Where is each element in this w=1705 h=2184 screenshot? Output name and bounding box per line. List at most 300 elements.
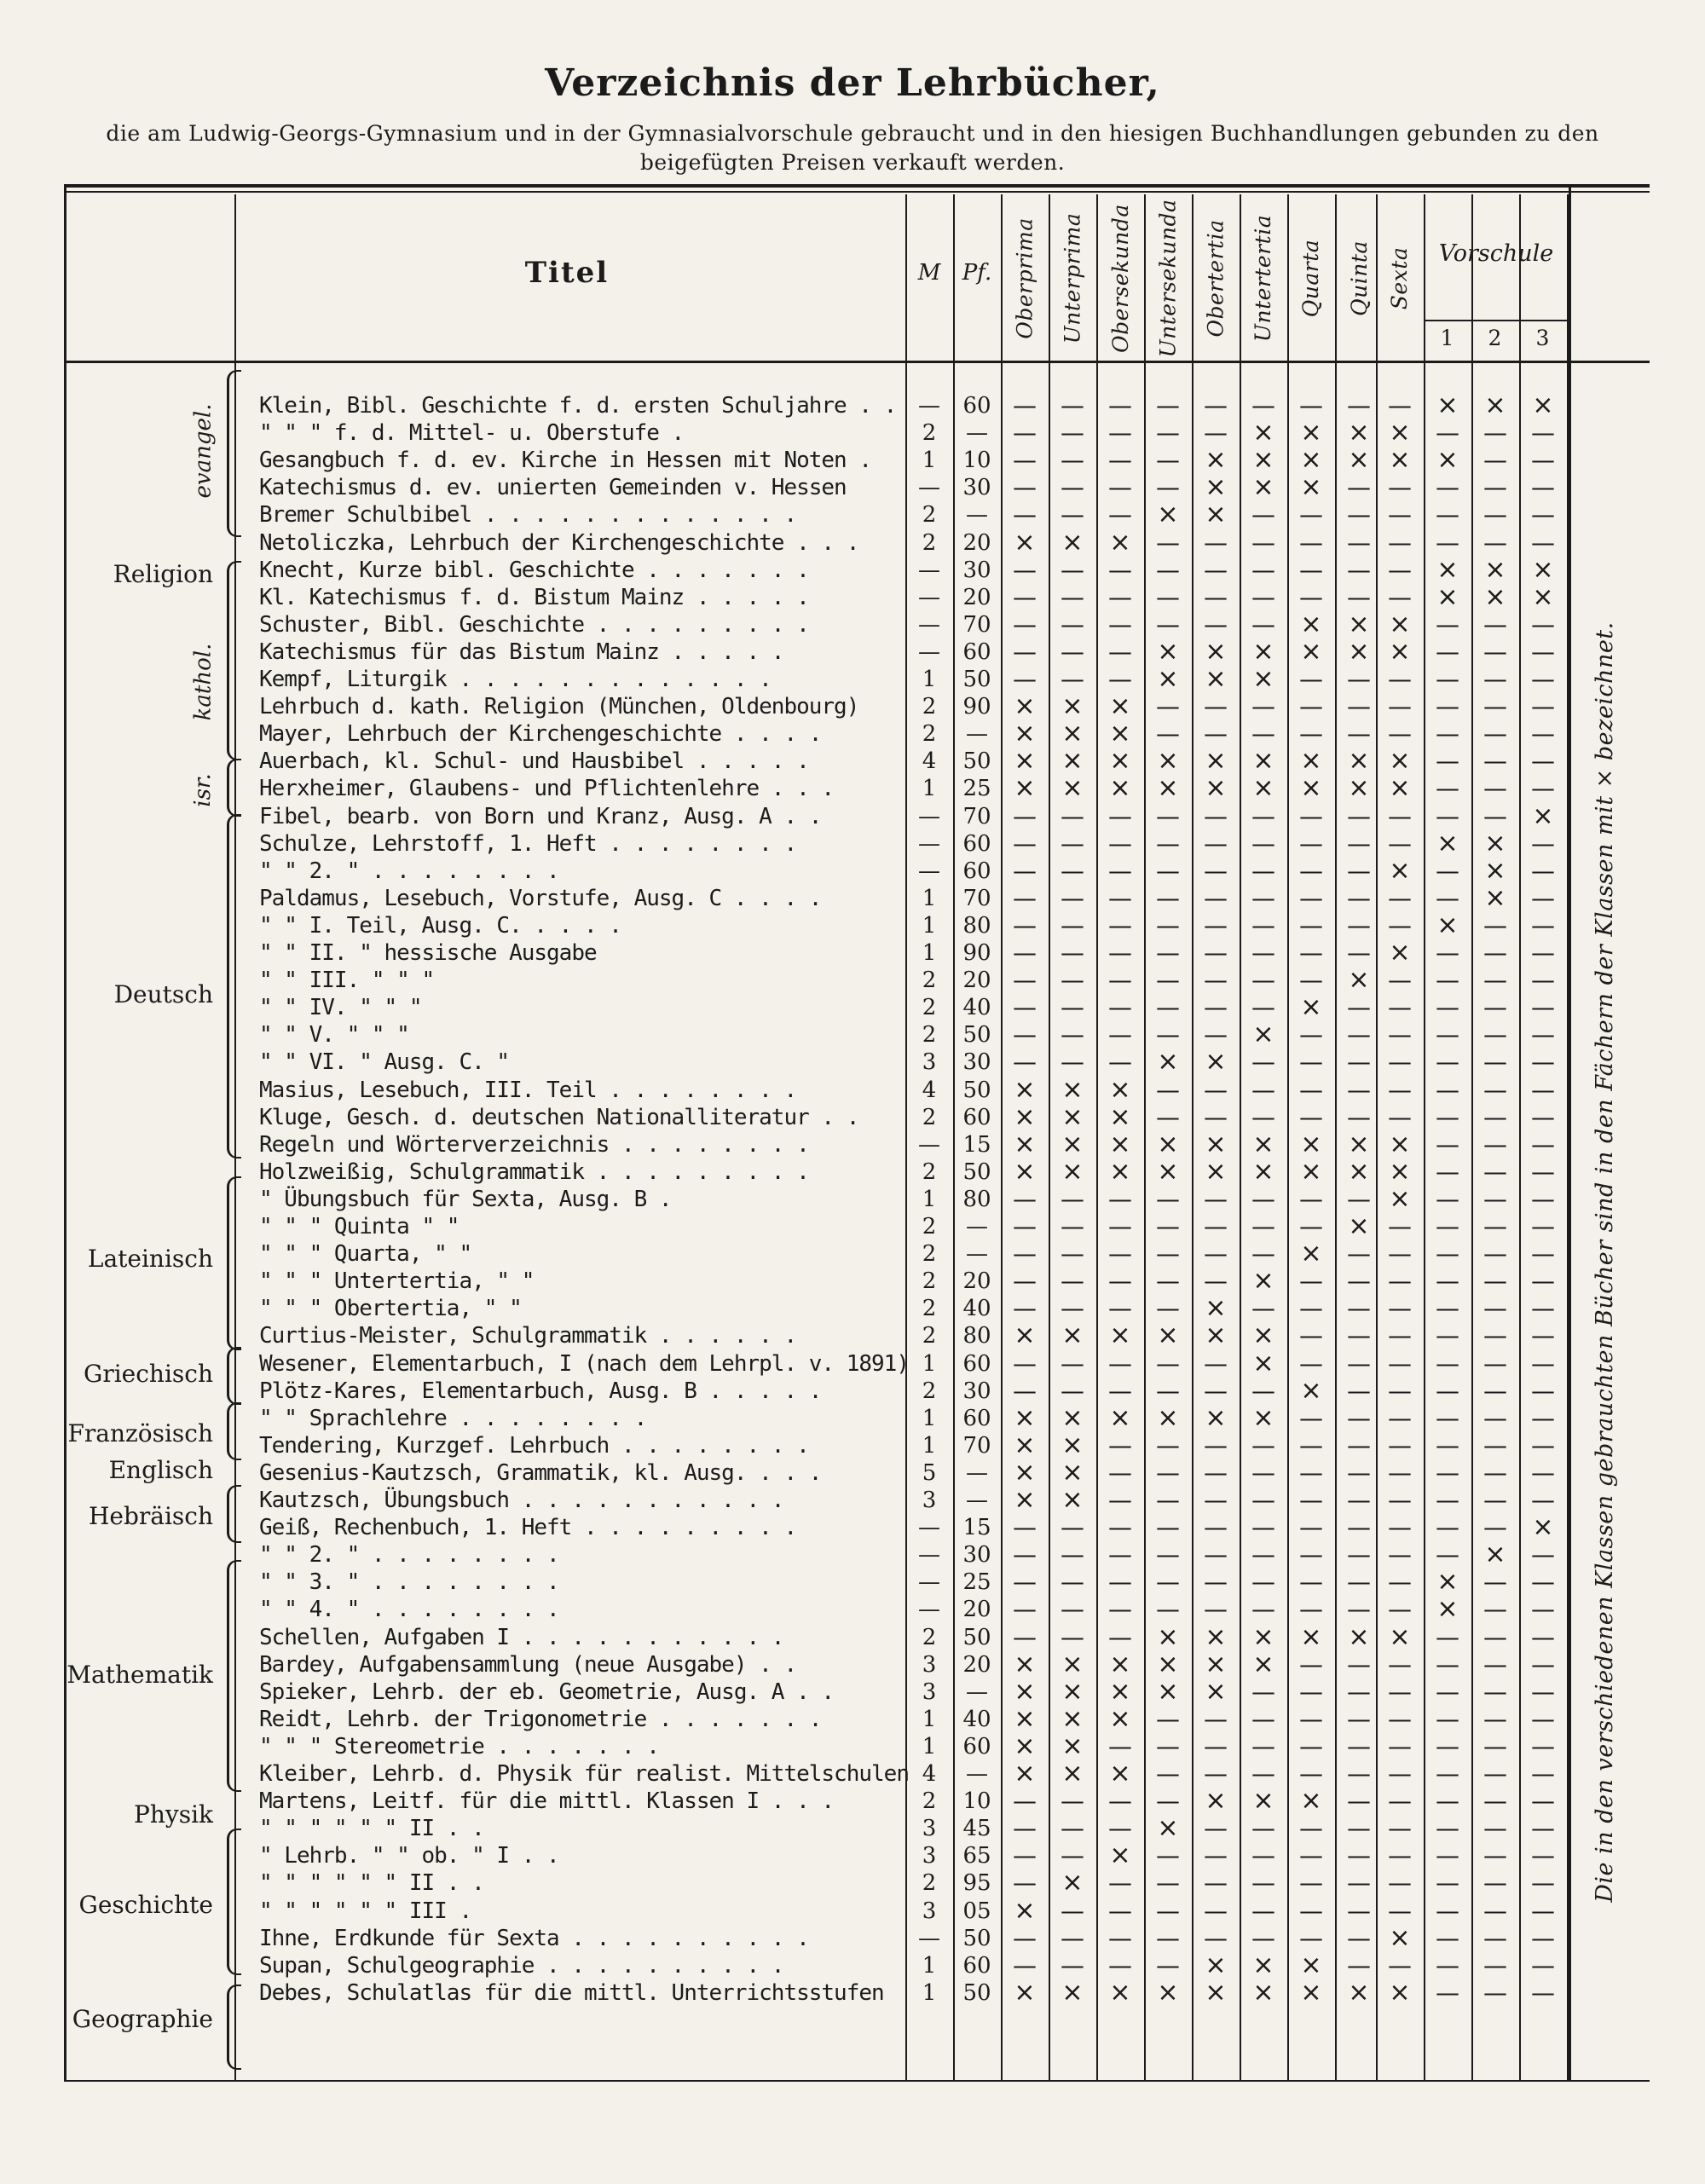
usage-mark-dash: — <box>1531 1458 1555 1487</box>
usage-mark-dash: — <box>1531 939 1555 967</box>
table-row <box>0 1375 1705 1406</box>
usage-mark-dash: — <box>1204 1814 1228 1843</box>
usage-mark-cross: × <box>1061 1703 1084 1734</box>
price-pfennig: 65 <box>962 1843 991 1869</box>
usage-mark-dash: — <box>1483 446 1507 475</box>
usage-mark-dash: — <box>1436 1950 1459 1979</box>
usage-mark-dash: — <box>1204 1102 1228 1131</box>
book-title: Plötz-Kares, Elementarbuch, Ausg. B . . . . . <box>259 1378 822 1404</box>
usage-mark-dash: — <box>1347 1267 1371 1296</box>
price-mark: 2 <box>922 1158 937 1185</box>
usage-mark-dash: — <box>1436 1923 1459 1952</box>
usage-mark-dash: — <box>1347 1896 1371 1925</box>
usage-mark-dash: — <box>1061 1814 1084 1843</box>
usage-mark-dash: — <box>1299 665 1323 693</box>
usage-mark-dash: — <box>1436 473 1459 502</box>
price-pfennig: 15 <box>962 1515 991 1541</box>
usage-mark-dash: — <box>1251 1376 1275 1405</box>
price-mark: — <box>918 803 940 829</box>
page-subtitle: die am Ludwig-Georgs-Gymnasium und in der Gymnasialvorschule gebraucht und in den hiesigen Buchhandlungen gebunden zu den beigefügten Preisen verkauft werden. <box>106 121 1599 175</box>
usage-mark-dash: — <box>1299 1048 1323 1077</box>
usage-mark-dash: — <box>1531 856 1555 885</box>
table-row <box>0 967 1705 994</box>
usage-mark-dash: — <box>1436 1430 1459 1459</box>
price-mark: 2 <box>922 1378 937 1404</box>
usage-mark-dash: — <box>1299 1321 1323 1350</box>
usage-mark-cross: × <box>1109 1156 1131 1187</box>
price-mark: 1 <box>922 776 937 802</box>
usage-mark-dash: — <box>1061 1896 1084 1925</box>
usage-mark-dash: — <box>1251 1677 1275 1706</box>
usage-mark-cross: × <box>1061 1868 1084 1898</box>
table-row <box>0 748 1705 775</box>
usage-mark-cross: × <box>1348 1621 1370 1652</box>
usage-mark-dash: — <box>1483 419 1507 448</box>
usage-mark-cross: × <box>1109 1101 1131 1132</box>
price-mark: 1 <box>922 885 937 911</box>
usage-mark-dash: — <box>1108 883 1132 912</box>
usage-mark-dash: — <box>1108 500 1132 529</box>
book-title: Kluge, Gesch. d. deutschen Nationalliteratur . . <box>259 1104 859 1130</box>
usage-mark-dash: — <box>1531 1869 1555 1898</box>
usage-mark-dash: — <box>1204 1430 1228 1459</box>
price-mark: 3 <box>922 1898 937 1924</box>
usage-mark-dash: — <box>1436 801 1459 830</box>
usage-mark-dash: — <box>1061 1184 1084 1213</box>
table-row <box>0 666 1705 693</box>
usage-mark-dash: — <box>1299 1595 1323 1624</box>
price-pfennig: 25 <box>962 1569 991 1596</box>
usage-mark-dash: — <box>1347 1376 1371 1405</box>
usage-mark-dash: — <box>1347 1102 1371 1131</box>
usage-mark-dash: — <box>1483 1896 1507 1925</box>
usage-mark-dash: — <box>1108 829 1132 858</box>
usage-mark-dash: — <box>1436 774 1459 803</box>
usage-mark-dash: — <box>1388 1403 1412 1432</box>
usage-mark-dash: — <box>1531 419 1555 448</box>
usage-mark-dash: — <box>1108 966 1132 995</box>
vorschule-divider <box>1424 320 1569 321</box>
usage-mark-cross: × <box>1061 1759 1084 1788</box>
usage-mark-dash: — <box>1299 1184 1323 1213</box>
usage-mark-cross: × <box>1436 1594 1459 1625</box>
usage-mark-dash: — <box>1299 692 1323 721</box>
usage-mark-dash: — <box>1108 993 1132 1022</box>
usage-mark-cross: × <box>1109 1129 1131 1159</box>
table-row <box>0 554 1705 585</box>
usage-mark-dash: — <box>1061 1568 1084 1597</box>
usage-mark-cross: × <box>1061 1485 1084 1515</box>
usage-mark-cross: × <box>1061 1402 1084 1433</box>
usage-mark-dash: — <box>1531 1102 1555 1131</box>
usage-mark-dash: — <box>1436 1814 1459 1843</box>
book-title: " " 3. " . . . . . . . . <box>259 1569 559 1596</box>
book-title: Fibel, bearb. von Born und Kranz, Ausg. A . . <box>259 803 822 829</box>
usage-mark-cross: × <box>1389 1129 1411 1159</box>
usage-mark-cross: × <box>1300 1239 1322 1269</box>
price-mark: — <box>918 1925 940 1951</box>
usage-mark-dash: — <box>1388 1102 1412 1131</box>
side-note: Die in den verschiedenen Klassen gebrauchten Bücher sind in den Fächern der Klassen mit × bezeichnet. <box>1591 621 1618 1903</box>
usage-mark-dash: — <box>1251 1075 1275 1104</box>
usage-mark-dash: — <box>1436 1294 1459 1323</box>
class-header: Oberprima <box>1012 217 1037 339</box>
usage-mark-dash: — <box>1347 856 1371 885</box>
usage-mark-dash: — <box>1483 1430 1507 1459</box>
usage-mark-dash: — <box>1156 1020 1180 1049</box>
price-pfennig: 70 <box>962 803 991 829</box>
vorschule-number: 3 <box>1535 326 1550 350</box>
usage-mark-dash: — <box>1251 966 1275 995</box>
book-title: " " " Obertertia, " " <box>259 1296 522 1322</box>
usage-mark-cross: × <box>1157 773 1179 804</box>
usage-mark-dash: — <box>1483 1321 1507 1350</box>
usage-mark-dash: — <box>1108 1458 1132 1487</box>
usage-mark-dash: — <box>1061 1294 1084 1323</box>
usage-mark-cross: × <box>1014 1977 1036 2008</box>
usage-mark-dash: — <box>1204 1184 1228 1213</box>
usage-mark-cross: × <box>1252 1621 1274 1652</box>
usage-mark-cross: × <box>1014 1703 1036 1734</box>
usage-mark-dash: — <box>1061 1048 1084 1077</box>
usage-mark-dash: — <box>1436 1184 1459 1213</box>
usage-mark-dash: — <box>1204 1759 1228 1788</box>
usage-mark-dash: — <box>1299 1486 1323 1514</box>
usage-mark-dash: — <box>1483 692 1507 721</box>
usage-mark-cross: × <box>1014 1430 1036 1460</box>
usage-mark-dash: — <box>1156 939 1180 967</box>
table-row <box>0 1101 1705 1132</box>
usage-mark-cross: × <box>1061 746 1084 777</box>
usage-mark-dash: — <box>1251 555 1275 584</box>
usage-mark-cross: × <box>1061 691 1084 722</box>
usage-mark-dash: — <box>1483 1130 1507 1158</box>
usage-mark-dash: — <box>1388 910 1412 939</box>
usage-mark-dash: — <box>1388 1513 1412 1542</box>
usage-mark-dash: — <box>1013 1869 1037 1898</box>
table-row <box>0 1815 1705 1842</box>
usage-mark-dash: — <box>1483 473 1507 502</box>
top-rule <box>64 184 1650 188</box>
usage-mark-dash: — <box>1299 1212 1323 1240</box>
usage-mark-dash: — <box>1436 993 1459 1022</box>
usage-mark-dash: — <box>1204 391 1228 419</box>
usage-mark-cross: × <box>1348 1129 1370 1159</box>
usage-mark-dash: — <box>1013 582 1037 611</box>
table-row <box>0 775 1705 802</box>
usage-mark-dash: — <box>1531 1212 1555 1240</box>
table-row <box>0 1131 1705 1158</box>
usage-mark-cross: × <box>1157 746 1179 777</box>
usage-mark-cross: × <box>1205 1402 1227 1433</box>
usage-mark-dash: — <box>1156 1923 1180 1952</box>
usage-mark-dash: — <box>1204 1540 1228 1569</box>
usage-mark-cross: × <box>1252 1977 1274 2008</box>
usage-mark-dash: — <box>1388 883 1412 912</box>
usage-mark-cross: × <box>1205 773 1227 804</box>
usage-mark-cross: × <box>1348 418 1370 448</box>
usage-mark-dash: — <box>1388 1595 1412 1624</box>
usage-mark-dash: — <box>1436 1102 1459 1131</box>
usage-mark-cross: × <box>1061 1649 1084 1679</box>
usage-mark-dash: — <box>1531 883 1555 912</box>
usage-mark-cross: × <box>1389 1621 1411 1652</box>
usage-mark-dash: — <box>1251 1513 1275 1542</box>
religion-group-label: evangel. <box>190 403 216 499</box>
usage-mark-dash: — <box>1483 1814 1507 1843</box>
book-title: " " " " " " II . . <box>259 1870 484 1897</box>
book-title: " " " Quinta " " <box>259 1214 459 1239</box>
price-pfennig: 80 <box>962 1323 991 1349</box>
book-title: Wesener, Elementarbuch, I (nach dem Lehrpl. v. 1891) <box>259 1350 909 1377</box>
usage-mark-dash: — <box>1388 966 1412 995</box>
usage-mark-dash: — <box>1436 1896 1459 1925</box>
usage-mark-dash: — <box>1347 829 1371 858</box>
usage-mark-dash: — <box>1061 1787 1084 1816</box>
usage-mark-dash: — <box>1108 1950 1132 1979</box>
usage-mark-dash: — <box>1347 1677 1371 1706</box>
usage-mark-dash: — <box>1013 993 1037 1022</box>
price-mark: 2 <box>922 995 937 1021</box>
usage-mark-cross: × <box>1014 691 1036 722</box>
class-header: Quinta <box>1346 240 1372 316</box>
usage-mark-cross: × <box>1436 445 1459 476</box>
usage-mark-dash: — <box>1251 500 1275 529</box>
usage-mark-cross: × <box>1205 664 1227 694</box>
price-pfennig: 20 <box>962 1268 991 1295</box>
usage-mark-dash: — <box>1531 1677 1555 1706</box>
usage-mark-cross: × <box>1205 1293 1227 1324</box>
usage-mark-dash: — <box>1347 910 1371 939</box>
usage-mark-dash: — <box>1251 883 1275 912</box>
usage-mark-cross: × <box>1252 636 1274 667</box>
price-pfennig: — <box>966 721 988 748</box>
usage-mark-cross: × <box>1061 1101 1084 1132</box>
usage-mark-dash: — <box>1483 610 1507 638</box>
usage-mark-dash: — <box>1388 473 1412 502</box>
usage-mark-dash: — <box>1156 692 1180 721</box>
usage-mark-dash: — <box>1013 1020 1037 1049</box>
price-pfennig: 50 <box>962 748 991 775</box>
book-title: Curtius-Meister, Schulgrammatik . . . . . . <box>259 1323 797 1349</box>
usage-mark-cross: × <box>1532 1512 1554 1543</box>
usage-mark-dash: — <box>1251 610 1275 638</box>
price-mark: 2 <box>922 1214 937 1239</box>
usage-mark-dash: — <box>1388 1869 1412 1898</box>
usage-mark-dash: — <box>1156 1731 1180 1760</box>
usage-mark-dash: — <box>1347 1650 1371 1678</box>
usage-mark-dash: — <box>1436 1130 1459 1158</box>
usage-mark-dash: — <box>1013 665 1037 693</box>
usage-mark-dash: — <box>1299 391 1323 419</box>
price-mark: 1 <box>922 1952 937 1979</box>
usage-mark-dash: — <box>1531 747 1555 776</box>
usage-mark-dash: — <box>1156 446 1180 475</box>
usage-mark-dash: — <box>1204 1896 1228 1925</box>
price-pfennig: — <box>966 1488 988 1513</box>
usage-mark-dash: — <box>1483 1950 1507 1979</box>
usage-mark-cross: × <box>1014 773 1036 804</box>
usage-mark-dash: — <box>1251 391 1275 419</box>
usage-mark-dash: — <box>1061 610 1084 638</box>
usage-mark-dash: — <box>1156 1294 1180 1323</box>
usage-mark-dash: — <box>1388 1321 1412 1350</box>
usage-mark-dash: — <box>1436 1321 1459 1350</box>
usage-mark-cross: × <box>1252 445 1274 476</box>
usage-mark-dash: — <box>1156 1075 1180 1104</box>
usage-mark-cross: × <box>1014 1759 1036 1788</box>
usage-mark-dash: — <box>1061 1267 1084 1296</box>
usage-mark-cross: × <box>1484 390 1506 420</box>
usage-mark-dash: — <box>1436 637 1459 666</box>
price-pfennig: 40 <box>962 995 991 1021</box>
table-row <box>0 939 1705 967</box>
usage-mark-dash: — <box>1108 1212 1132 1240</box>
usage-mark-cross: × <box>1109 1074 1131 1105</box>
usage-mark-dash: — <box>1013 1568 1037 1597</box>
usage-mark-dash: — <box>1061 939 1084 967</box>
price-mark: 1 <box>922 1979 937 2006</box>
book-title: Paldamus, Lesebuch, Vorstufe, Ausg. C . . . . <box>259 885 822 911</box>
price-pfennig: — <box>966 1214 988 1239</box>
usage-mark-cross: × <box>1252 1786 1274 1817</box>
usage-mark-cross: × <box>1532 800 1554 831</box>
usage-mark-dash: — <box>1204 692 1228 721</box>
usage-mark-dash: — <box>1388 528 1412 557</box>
usage-mark-dash: — <box>1388 1430 1412 1459</box>
book-title: Regeln und Wörterverzeichnis . . . . . . . . <box>259 1131 809 1158</box>
usage-mark-dash: — <box>1436 1622 1459 1651</box>
usage-mark-cross: × <box>1348 1211 1370 1241</box>
table-row <box>0 1541 1705 1569</box>
usage-mark-dash: — <box>1436 692 1459 721</box>
table-row <box>0 638 1705 666</box>
usage-mark-dash: — <box>1388 665 1412 693</box>
usage-mark-dash: — <box>1108 419 1132 448</box>
subject-label: Hebräisch <box>88 1502 213 1530</box>
usage-mark-dash: — <box>1013 500 1037 529</box>
usage-mark-dash: — <box>1347 993 1371 1022</box>
usage-mark-dash: — <box>1156 719 1180 748</box>
usage-mark-cross: × <box>1109 746 1131 777</box>
usage-mark-cross: × <box>1014 1895 1036 1926</box>
price-mark: 2 <box>922 1268 937 1295</box>
usage-mark-dash: — <box>1156 1841 1180 1870</box>
usage-mark-dash: — <box>1204 910 1228 939</box>
table-row <box>0 1240 1705 1268</box>
header-titel: Titel <box>524 256 610 290</box>
usage-mark-dash: — <box>1299 801 1323 830</box>
table-row <box>0 855 1705 886</box>
usage-mark-cross: × <box>1061 1430 1084 1460</box>
usage-mark-dash: — <box>1531 1267 1555 1296</box>
usage-mark-dash: — <box>1483 1349 1507 1378</box>
usage-mark-dash: — <box>1061 473 1084 502</box>
usage-mark-dash: — <box>1013 473 1037 502</box>
usage-mark-dash: — <box>1108 1267 1132 1296</box>
usage-mark-dash: — <box>1531 1157 1555 1186</box>
book-title: Kautzsch, Übungsbuch . . . . . . . . . . . <box>259 1488 784 1513</box>
usage-mark-dash: — <box>1347 1540 1371 1569</box>
usage-mark-dash: — <box>1204 1239 1228 1268</box>
usage-mark-dash: — <box>1108 801 1132 830</box>
table-row <box>0 501 1705 529</box>
usage-mark-dash: — <box>1347 1349 1371 1378</box>
usage-mark-dash: — <box>1483 1403 1507 1432</box>
usage-mark-dash: — <box>1108 1923 1132 1952</box>
price-pfennig: 40 <box>962 1296 991 1322</box>
usage-mark-dash: — <box>1483 774 1507 803</box>
usage-mark-dash: — <box>1388 582 1412 611</box>
usage-mark-dash: — <box>1531 528 1555 557</box>
usage-mark-dash: — <box>1347 1184 1371 1213</box>
price-pfennig: 60 <box>962 858 991 884</box>
usage-mark-dash: — <box>1108 939 1132 967</box>
price-mark: — <box>918 858 940 884</box>
price-mark: 2 <box>922 1241 937 1268</box>
usage-mark-dash: — <box>1013 1622 1037 1651</box>
table-row <box>0 1268 1705 1295</box>
usage-mark-dash: — <box>1061 1622 1084 1651</box>
usage-mark-cross: × <box>1109 1840 1131 1871</box>
usage-mark-cross: × <box>1348 746 1370 777</box>
usage-mark-cross: × <box>1252 472 1274 503</box>
usage-mark-dash: — <box>1156 1102 1180 1131</box>
usage-mark-dash: — <box>1436 966 1459 995</box>
price-mark: 2 <box>922 1104 937 1130</box>
price-mark: 1 <box>922 448 937 474</box>
usage-mark-cross: × <box>1389 609 1411 639</box>
usage-mark-dash: — <box>1061 419 1084 448</box>
usage-mark-dash: — <box>1531 1430 1555 1459</box>
usage-mark-dash: — <box>1204 1731 1228 1760</box>
table-row <box>0 1459 1705 1487</box>
usage-mark-dash: — <box>1061 1239 1084 1268</box>
usage-mark-dash: — <box>1108 1239 1132 1268</box>
book-title: " " " Quarta, " " <box>259 1241 472 1268</box>
usage-mark-dash: — <box>1531 500 1555 529</box>
usage-mark-dash: — <box>1204 1923 1228 1952</box>
usage-mark-cross: × <box>1061 719 1084 749</box>
usage-mark-dash: — <box>1388 1212 1412 1240</box>
usage-mark-dash: — <box>1204 1212 1228 1240</box>
class-header: Unterprima <box>1060 212 1085 344</box>
usage-mark-cross: × <box>1389 1183 1411 1214</box>
table-row <box>0 1049 1705 1076</box>
usage-mark-dash: — <box>1251 692 1275 721</box>
usage-mark-dash: — <box>1156 1458 1180 1487</box>
usage-mark-dash: — <box>1061 856 1084 885</box>
price-pfennig: 50 <box>962 1979 991 2006</box>
usage-mark-dash: — <box>1299 1513 1323 1542</box>
usage-mark-dash: — <box>1108 1731 1132 1760</box>
usage-mark-dash: — <box>1483 1923 1507 1952</box>
usage-mark-dash: — <box>1108 637 1132 666</box>
usage-mark-cross: × <box>1061 773 1084 804</box>
price-mark: 2 <box>922 502 937 529</box>
usage-mark-dash: — <box>1299 1841 1323 1870</box>
usage-mark-cross: × <box>1014 746 1036 777</box>
usage-mark-cross: × <box>1205 1950 1227 1980</box>
price-mark: 1 <box>922 1350 937 1377</box>
usage-mark-dash: — <box>1251 1704 1275 1733</box>
book-title: " " 2. " . . . . . . . . <box>259 858 559 884</box>
usage-mark-cross: × <box>1389 855 1411 886</box>
page-title: Verzeichnis der Lehrbücher, <box>545 61 1160 105</box>
usage-mark-dash: — <box>1156 1267 1180 1296</box>
usage-mark-dash: — <box>1483 1731 1507 1760</box>
table-row <box>0 720 1705 748</box>
